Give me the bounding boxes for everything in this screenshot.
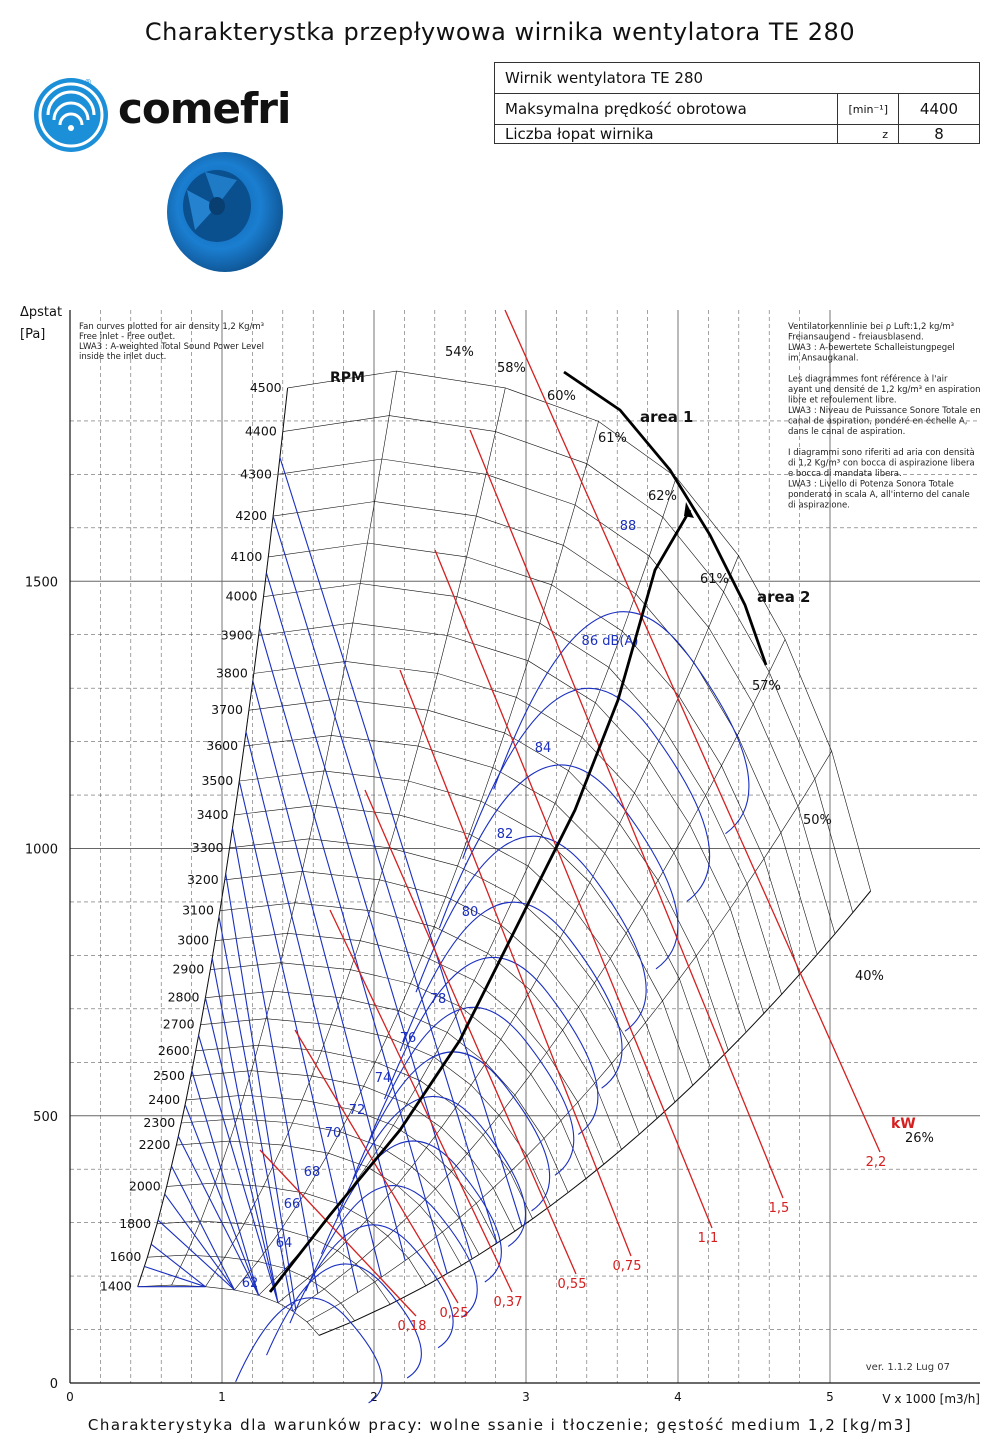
note-right-line: ayant une densité de 1,2 kg/m³ en aspiration <box>788 385 981 395</box>
spec-speed-value: 4400 <box>899 94 980 125</box>
rpm-label: 2600 <box>157 1042 190 1058</box>
y-axis-unit: [Pa] <box>20 327 46 342</box>
spec-row-impeller <box>495 63 980 94</box>
spec-row-blades <box>495 125 980 144</box>
rpm-curve <box>176 1141 461 1265</box>
noise-line <box>266 573 472 1259</box>
efficiency-label: 57% <box>752 679 781 694</box>
rpm-curve <box>191 1071 515 1232</box>
noise-line <box>145 1267 206 1287</box>
note-right-line: libre et refoulement libre. <box>788 395 897 406</box>
efficiency-label: 40% <box>855 969 884 984</box>
power-label: 0,25 <box>439 1306 469 1321</box>
noise-label: 70 <box>324 1126 342 1141</box>
noise-arc <box>384 957 597 1134</box>
note-right-line: e bocca di mandata libera. <box>788 469 902 479</box>
x-tick-label: 2 <box>370 1390 378 1404</box>
footer-note: Charakterystyka dla warunków pracy: wolne ssanie i tłoczenie; gęstość medium 1,2 [kg/m3] <box>87 1416 913 1434</box>
rpm-label: 4500 <box>249 379 282 395</box>
noise-label: 64 <box>275 1236 293 1251</box>
power-label: 0,37 <box>493 1295 523 1310</box>
y-tick-label: 0 <box>49 1377 58 1392</box>
x-axis-label: V x 1000 [m3/h] <box>882 1392 980 1406</box>
note-right-line: I diagrammi sono riferiti ad aria con densità <box>788 448 975 458</box>
rpm-label: 4100 <box>230 548 263 564</box>
power-label: 2,2 <box>865 1155 887 1170</box>
power-label: 0,18 <box>397 1319 427 1334</box>
noise-label: 66 <box>283 1197 301 1212</box>
noise-label: 80 <box>461 905 479 920</box>
efficiency-line <box>234 421 598 1290</box>
x-tick-label: 3 <box>522 1390 530 1404</box>
noise-arc <box>321 1141 501 1282</box>
note-left-line: Free inlet - Free outlet. <box>79 332 176 342</box>
rpm-label: 2400 <box>148 1091 181 1107</box>
spec-blades-label: Liczba łopat wirnika <box>495 125 838 144</box>
noise-line <box>165 1194 235 1290</box>
area-1-label: area 1 <box>640 408 694 426</box>
rpm-label: 2800 <box>167 989 200 1005</box>
rpm-curve <box>273 502 817 955</box>
efficiency-label: 54% <box>445 345 474 360</box>
noise-label: 84 <box>534 741 552 756</box>
noise-arc <box>306 1186 478 1318</box>
rpm-label: 3000 <box>177 932 210 948</box>
power-title: kW <box>891 1116 916 1132</box>
noise-label: 62 <box>241 1276 259 1291</box>
rpm-label: 4000 <box>225 588 258 604</box>
note-right-line: Les diagrammes font référence à l'air <box>788 374 948 385</box>
spec-table <box>494 62 980 144</box>
efficiency-label: 62% <box>648 489 677 504</box>
note-right-line: ponderato in scala A, all'interno del canale <box>788 490 970 500</box>
rpm-label: 2500 <box>153 1067 185 1083</box>
efficiency-label: 26% <box>905 1131 934 1146</box>
rpm-label: 3700 <box>211 702 243 718</box>
spec-blades-unit: z <box>838 125 899 144</box>
note-right-line: Ventilatorkennlinie bei ρ Luft:1,2 kg/m³ <box>788 322 954 332</box>
noise-line <box>219 917 293 1311</box>
rpm-label: 3100 <box>182 902 214 918</box>
y-tick-label: 500 <box>33 1109 58 1125</box>
noise-line <box>205 998 278 1303</box>
noise-label: 78 <box>429 992 447 1007</box>
power-label: 0,75 <box>612 1259 642 1274</box>
power-label: 1,1 <box>697 1231 719 1246</box>
note-right-line: im Ansaugkanal. <box>788 353 859 364</box>
efficiency-label: 60% <box>547 389 576 404</box>
rpm-label: 2700 <box>162 1016 195 1032</box>
noise-arc <box>439 765 678 969</box>
version-label: ver. 1.1.2 Lug 07 <box>865 1362 950 1373</box>
y-tick-label: 1500 <box>24 575 58 591</box>
logo-registered-mark: ® <box>84 78 92 87</box>
noise-label: 72 <box>348 1103 366 1118</box>
rpm-label: 2000 <box>128 1178 161 1194</box>
rpm-title: RPM <box>330 370 365 386</box>
spec-impeller-name: Wirnik wentylatora TE 280 <box>495 63 980 94</box>
rpm-label: 3800 <box>215 665 248 681</box>
rpm-label: 2900 <box>172 961 205 977</box>
rpm-label: 4200 <box>235 508 268 524</box>
rpm-curve <box>254 661 746 1032</box>
note-left-line: LWA3 : A-weighted Total Sound Power Level <box>79 342 264 352</box>
rpm-label: 3900 <box>220 627 253 643</box>
rpm-curve <box>249 699 728 1051</box>
rpm-label: 4400 <box>244 423 277 439</box>
efficiency-label: 61% <box>700 572 729 587</box>
efficiency-line <box>172 371 397 1285</box>
note-right-line: LWA3 : Niveau de Puissance Sonore Totale en <box>788 406 981 416</box>
page-title: Charakterystka przepływowa wirnika wentylatora TE 280 <box>144 18 856 46</box>
logo-text: comefri <box>118 84 291 133</box>
efficiency-label: 58% <box>497 361 526 376</box>
rpm-label: 1800 <box>119 1215 152 1231</box>
noise-label: 74 <box>374 1071 392 1086</box>
impeller-image <box>165 150 285 275</box>
rpm-label: 4300 <box>240 466 272 482</box>
noise-label: 76 <box>399 1031 417 1046</box>
noise-line <box>253 681 405 1261</box>
efficiency-label: 61% <box>598 431 627 446</box>
note-right-line: LWA3 : Livello di Potenza Sonora Totale <box>788 479 954 490</box>
power-line <box>470 430 783 1198</box>
spec-speed-label: Maksymalna prędkość obrotowa <box>495 94 838 125</box>
x-tick-label: 5 <box>826 1390 834 1404</box>
rpm-label: 3600 <box>206 738 239 754</box>
note-right-line: dans le canal de aspiration. <box>788 427 906 437</box>
noise-arc <box>236 1298 382 1403</box>
noise-label: 88 <box>619 519 637 534</box>
note-right-line: canal de aspiration, pondéré en échelle A, <box>788 416 968 427</box>
note-left-line: inside the inlet duct. <box>79 352 167 362</box>
spec-row-speed <box>495 94 980 125</box>
rpm-label: 3300 <box>191 839 224 855</box>
rpm-label: 3400 <box>196 806 229 822</box>
rpm-label: 2300 <box>143 1115 176 1131</box>
x-tick-label: 1 <box>218 1390 226 1404</box>
note-right-line: di 1,2 Kg/m³ con bocca di aspirazione libera <box>788 458 975 469</box>
noise-label: 68 <box>303 1165 321 1180</box>
spec-speed-unit: [min⁻¹] <box>838 94 899 125</box>
rpm-curve <box>230 839 657 1119</box>
x-tick-label: 4 <box>674 1390 682 1404</box>
rpm-label: 1600 <box>109 1249 142 1265</box>
rpm-curve <box>157 1221 390 1304</box>
y-tick-label: 1000 <box>24 842 58 858</box>
y-axis-label: Δpstat <box>20 305 63 320</box>
note-right-line: di aspirazione. <box>788 500 850 511</box>
note-left-line: Fan curves plotted for air density 1,2 Kg/m³ <box>79 322 265 332</box>
area-2-label: area 2 <box>757 588 811 606</box>
note-right-line: LWA3 : A-bewertete Schalleistungpegel <box>788 343 955 353</box>
rpm-curve <box>210 963 586 1179</box>
fan-chart <box>0 300 1000 1410</box>
spec-blades-value: 8 <box>899 125 980 144</box>
rpm-label: 2200 <box>138 1137 171 1153</box>
power-label: 1,5 <box>768 1201 790 1216</box>
rpm-curve <box>234 805 675 1102</box>
power-label: 0,55 <box>557 1277 587 1292</box>
note-right-line: Freiansaugend - freiausblasend. <box>788 332 924 343</box>
noise-line <box>273 516 497 1243</box>
rpm-label: 1400 <box>99 1278 132 1294</box>
efficiency-label: 50% <box>803 813 832 828</box>
rpm-label: 3500 <box>201 772 234 788</box>
noise-line <box>151 1244 205 1286</box>
x-tick-label: 0 <box>66 1390 74 1404</box>
rpm-label: 3200 <box>186 871 219 887</box>
noise-label: 82 <box>496 827 514 842</box>
noise-label: 86 dB(A) <box>581 634 639 649</box>
